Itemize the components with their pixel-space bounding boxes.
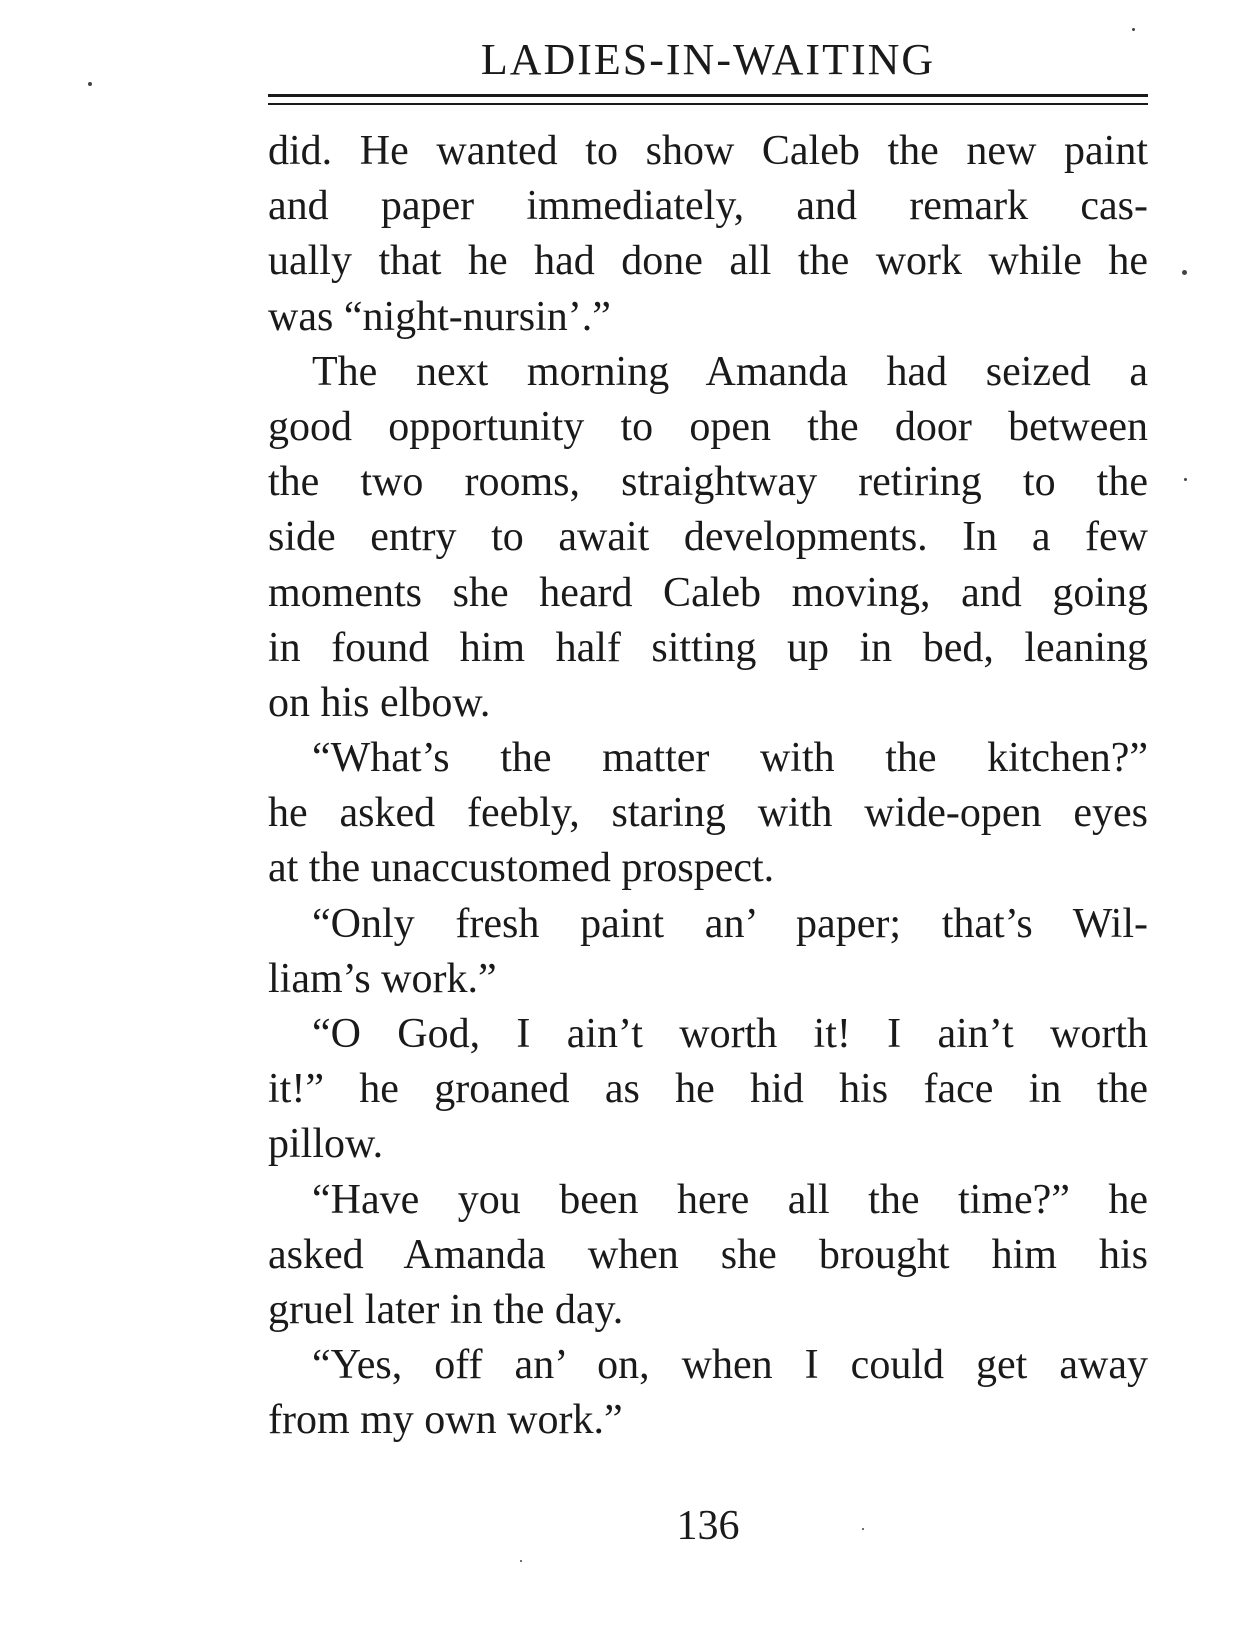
text-line: from my own work.” xyxy=(268,1397,623,1444)
scan-speck xyxy=(862,1528,864,1530)
paragraph-first-line: “O God, I ain’t worth it! I ain’t worth xyxy=(312,1011,1148,1057)
paragraph-first-line: “Yes, off an’ on, when I could get away xyxy=(312,1342,1148,1389)
text-line: the two rooms, straightway retiring to the xyxy=(268,459,1148,506)
text-line: asked Amanda when she brought him his xyxy=(268,1231,1148,1278)
text-line: did. He wanted to show Caleb the new paint xyxy=(268,128,1148,174)
text-line: on his elbow. xyxy=(268,679,491,726)
text-line: it!” he groaned as he hid his face in the xyxy=(268,1066,1148,1113)
running-head: LADIES-IN-WAITING xyxy=(480,35,936,84)
text-line: good opportunity to open the door between xyxy=(268,403,1148,450)
body-text xyxy=(268,124,1148,1449)
text-line: he asked feebly, staring with wide-open eyes xyxy=(268,790,1148,837)
text-line: at the unaccustomed prospect. xyxy=(268,845,775,892)
text-line: gruel later in the day. xyxy=(268,1286,624,1333)
scan-speck xyxy=(520,1560,522,1562)
header-rule-thin xyxy=(268,103,1148,105)
text-line: side entry to await developments. In a few xyxy=(268,514,1148,561)
paragraph-first-line: The next morning Amanda had seized a xyxy=(312,348,1148,395)
paragraph-first-line: “What’s the matter with the kitchen?” xyxy=(312,735,1148,782)
paragraph-first-line: “Only fresh paint an’ paper; that’s Wil- xyxy=(312,900,1148,947)
text-line: pillow. xyxy=(268,1121,384,1168)
scan-speck xyxy=(88,82,92,86)
page-number: 136 xyxy=(676,1503,740,1549)
scan-speck xyxy=(1132,28,1135,31)
scan-speck xyxy=(1182,270,1187,275)
paragraph-first-line: “Have you been here all the time?” he xyxy=(312,1176,1148,1223)
text-line: in found him half sitting up in bed, leaning xyxy=(268,624,1148,671)
text-line: liam’s work.” xyxy=(268,955,497,1002)
text-line: was “night-nursin’.” xyxy=(268,293,611,340)
scan-speck xyxy=(1184,478,1187,481)
text-line: ually that he had done all the work while he xyxy=(268,238,1148,285)
header-rule-thick xyxy=(268,94,1148,97)
text-line: and paper immediately, and remark cas- xyxy=(268,183,1148,230)
text-line: moments she heard Caleb moving, and going xyxy=(268,569,1148,616)
